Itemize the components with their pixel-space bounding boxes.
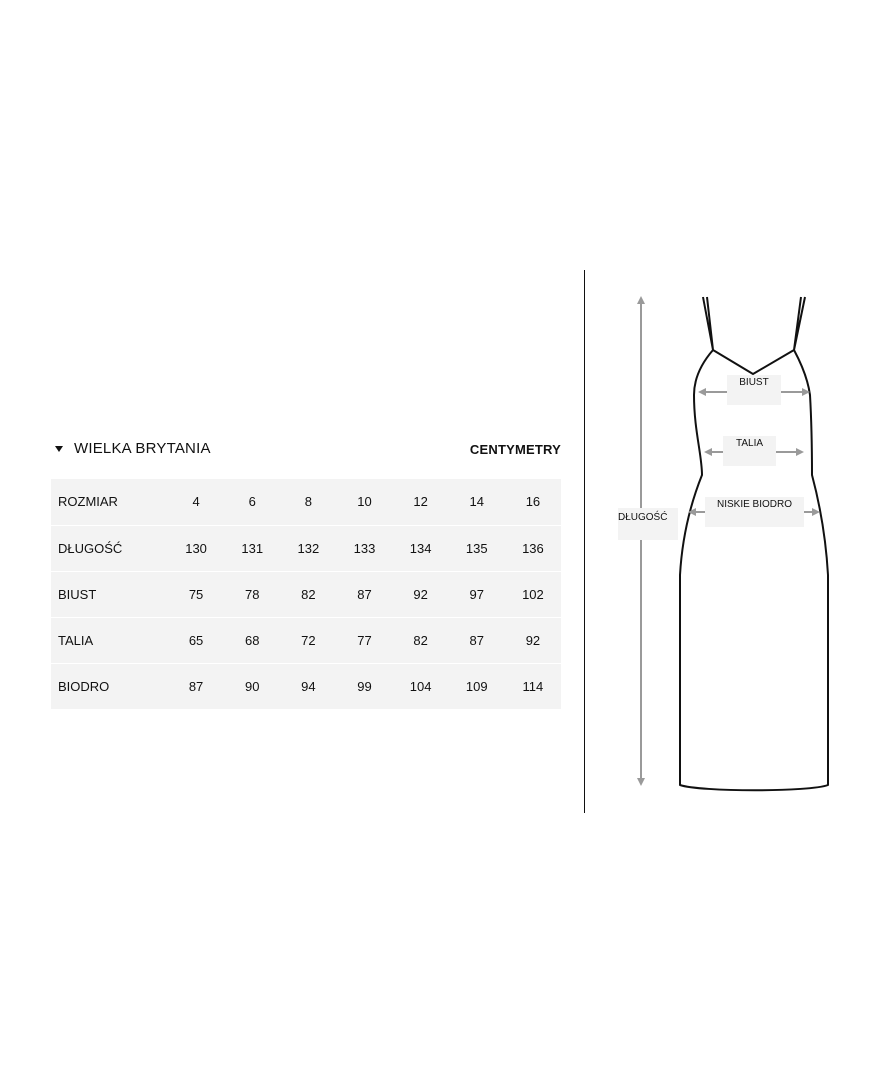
waist-label: TALIA bbox=[723, 436, 776, 466]
table-cell: 65 bbox=[168, 617, 224, 663]
table-cell: 97 bbox=[449, 571, 505, 617]
table-cell: 92 bbox=[505, 617, 561, 663]
region-select[interactable] bbox=[55, 440, 211, 457]
table-cell: 132 bbox=[280, 525, 336, 571]
bust-label: BIUST bbox=[727, 375, 781, 405]
dress-diagram bbox=[590, 280, 840, 800]
table-cell: 130 bbox=[168, 525, 224, 571]
low-hip-label: NISKIE BIODRO bbox=[705, 497, 804, 527]
table-cell: 82 bbox=[280, 571, 336, 617]
table-cell: 131 bbox=[224, 525, 280, 571]
table-cell: 87 bbox=[168, 663, 224, 709]
table-cell: 68 bbox=[224, 617, 280, 663]
table-row bbox=[51, 617, 561, 663]
table-cell: 8 bbox=[304, 494, 312, 510]
table-cell: 75 bbox=[168, 571, 224, 617]
length-arrow bbox=[637, 296, 645, 786]
table-cell: 134 bbox=[393, 525, 449, 571]
caret-down-icon bbox=[55, 446, 63, 452]
table-cell: 12 bbox=[413, 494, 428, 510]
row-label: ROZMIAR bbox=[58, 494, 118, 510]
table-cell: 109 bbox=[449, 663, 505, 709]
table-cell: 6 bbox=[248, 494, 256, 510]
unit-label: CENTYMETRY bbox=[469, 442, 561, 457]
row-label: DŁUGOŚĆ bbox=[51, 525, 168, 571]
table-cell: 114 bbox=[505, 663, 561, 709]
table-row bbox=[51, 525, 561, 571]
table-row bbox=[51, 663, 561, 709]
table-cell: 102 bbox=[505, 571, 561, 617]
region-label: WIELKA BRYTANIA bbox=[74, 440, 211, 457]
table-cell: 99 bbox=[336, 663, 392, 709]
table-cell: 94 bbox=[280, 663, 336, 709]
table-cell: 87 bbox=[336, 571, 392, 617]
table-cell: 72 bbox=[280, 617, 336, 663]
row-label: BIODRO bbox=[51, 663, 168, 709]
table-cell: 104 bbox=[393, 663, 449, 709]
length-label: DŁUGOŚĆ bbox=[618, 508, 678, 540]
table-row bbox=[51, 479, 561, 525]
table-cell: 87 bbox=[449, 617, 505, 663]
table-cell: 77 bbox=[336, 617, 392, 663]
table-cell: 82 bbox=[393, 617, 449, 663]
table-cell: 4 bbox=[192, 494, 200, 510]
table-cell: 133 bbox=[336, 525, 392, 571]
size-table bbox=[51, 479, 561, 709]
table-cell: 135 bbox=[449, 525, 505, 571]
row-label: TALIA bbox=[51, 617, 168, 663]
table-cell: 16 bbox=[525, 494, 541, 510]
table-cell: 136 bbox=[505, 525, 561, 571]
table-cell: 10 bbox=[357, 494, 372, 510]
table-cell: 92 bbox=[393, 571, 449, 617]
dress-outline bbox=[680, 297, 828, 790]
table-cell: 14 bbox=[469, 494, 484, 510]
table-cell: 78 bbox=[224, 571, 280, 617]
row-label: BIUST bbox=[51, 571, 168, 617]
table-cell: 90 bbox=[224, 663, 280, 709]
divider bbox=[584, 270, 585, 813]
table-row bbox=[51, 571, 561, 617]
